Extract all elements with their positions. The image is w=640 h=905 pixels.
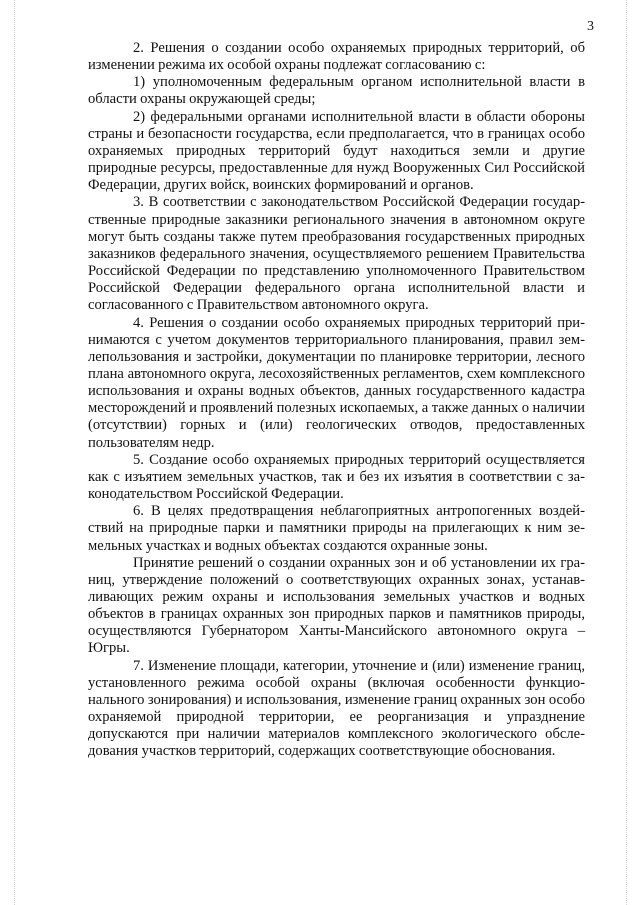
scan-edge-right [626,0,628,905]
paragraph-4: 4. Решения о создании особо охраняемых природных территорий принимаются с учетом документов территориального планирования, правил землепользования и застройки, документации по планировке территории, лесного плана автономного округа, лесохозяйственных регламентов, схем комплексного использования и охраны водных объектов, данных государственного кадастра месторождений и проявлений полезных ископаемых, а также данных о наличии (отсутствии) горных и (или) геологических отводов, предоставленных пользователям недр. [88,314,585,451]
paragraph-5: 5. Создание особо охраняемых природных территорий осуществляется как с изъятием земельных участков, так и без их изъятия в соответствии с законодательством Российской Федерации. [88,451,585,503]
page-number: 3 [587,19,594,34]
document-body [88,40,585,761]
paragraph-2: 2. Решения о создании особо охраняемых природных территорий, об изменении режима их особой охраны подлежат согласованию с: [88,40,585,74]
paragraph-6: 6. В целях предотвращения неблагоприятных антропогенных воздействий на природные парки и памятники природы на прилегающих к ним земельных участках и водных объектах создаются охранные зоны. [88,503,585,554]
paragraph-3: 3. В соответствии с законодательством Российской Федерации государственные природные заказники регионального значения в автономном округе могут быть созданы также путем преобразования государственных природных заказников федерального значения, осуществляемого решением Правительства Российской Федерации по представлению уполномоченного Правительством Российской Федерации федерального органа исполнительной власти и согласованного с Правительством автономного округа. [88,194,585,314]
scan-edge-left [14,0,16,905]
paragraph-2-item-1: 1) уполномоченным федеральным органом исполнительной власти в области охраны окружающей среды; [88,74,585,108]
paragraph-6-continued: Принятие решений о создании охранных зон и об установлении их границ, утверждение положений о соответствующих охранных зонах, устанавливающих режим охраны и использования земельных участков и водных объектов в границах охранных зон природных парков и памятников природы, осуществляются Губернатором Ханты-Мансийского автономного округа – Югры. [88,554,585,657]
paragraph-2-item-2: 2) федеральными органами исполнительной власти в области обороны страны и безопасности государства, если предполагается, что в границах особо охраняемых природных территорий будут находиться земли и другие природные ресурсы, предоставленные для нужд Вооруженных Сил Российской Федерации, других войск, воинских формирований и органов. [88,108,585,194]
paragraph-7: 7. Изменение площади, категории, уточнение и (или) изменение границ, установленного режима особой охраны (включая особенности функционального зонирования) и использования, изменение границ охранных зон особо охраняемой природной территории, ее реорганизация и упразднение допускаются при наличии материалов комплексного экологического обследования участков территорий, содержащих соответствующие обоснования. [88,657,585,760]
